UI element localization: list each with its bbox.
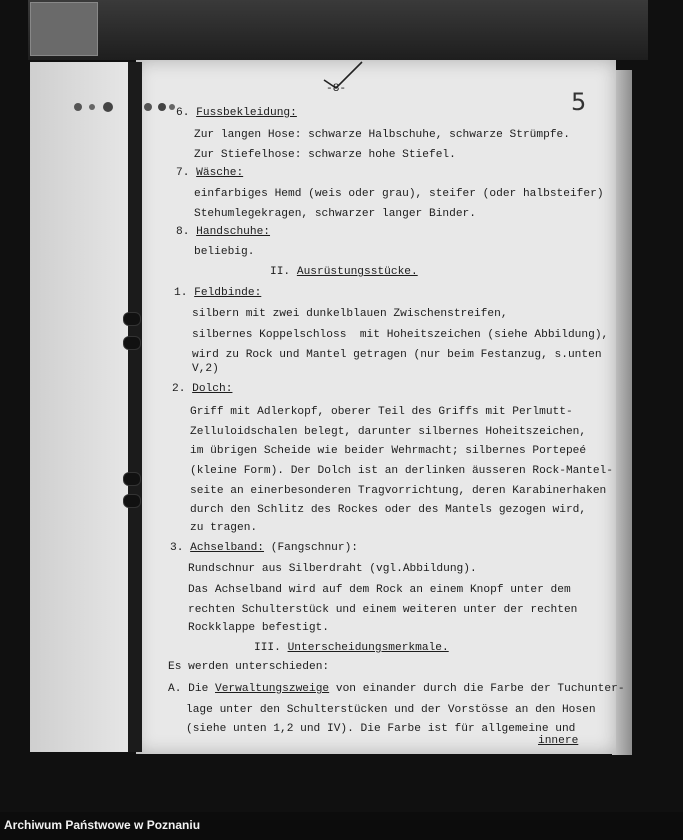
- text-segment: wird zu Rock und Mantel getragen (nur beim Festanzug, s.unten: [192, 349, 602, 361]
- underlined-heading: Handschuhe:: [196, 226, 271, 238]
- line-l8: [194, 245, 254, 259]
- page-header-mark: -8-: [326, 83, 347, 95]
- line-l27: [188, 621, 329, 635]
- line-l33: [538, 734, 578, 748]
- page-number: 5: [571, 88, 587, 116]
- text-segment: einfarbiges Hemd (weis oder grau), steifer (oder halbsteifer): [194, 188, 604, 200]
- text-segment: A. Die: [168, 683, 215, 695]
- text-segment: Das Achselband wird auf dem Rock an einem Knopf unter dem: [188, 584, 571, 596]
- underlined-heading: Unterscheidungsmerkmale.: [287, 642, 449, 654]
- text-segment: Rundschnur aus Silberdraht (vgl.Abbildung).: [188, 563, 477, 575]
- line-l31: [186, 703, 596, 717]
- text-segment: zu tragen.: [190, 522, 258, 534]
- binder-ring: [123, 472, 141, 486]
- text-segment: Zelluloidschalen belegt, darunter silbernes Hoheitszeichen,: [190, 426, 587, 438]
- underlined-heading: Fussbekleidung:: [196, 107, 297, 119]
- line-l16: [190, 405, 573, 419]
- text-segment: III.: [254, 642, 288, 654]
- underlined-heading: Wäsche:: [196, 167, 244, 179]
- text-segment: 6.: [176, 107, 197, 119]
- line-l2: [194, 128, 570, 142]
- archive-credit: Archiwum Państwowe w Poznaniu: [4, 818, 201, 832]
- text-segment: von einander durch die Farbe der Tuchunter-: [329, 683, 625, 695]
- binding-spine: [128, 62, 142, 752]
- text-segment: Rockklappe befestigt.: [188, 622, 329, 634]
- line-l13: [192, 348, 602, 362]
- line-l24: [188, 562, 477, 576]
- text-segment: 7.: [176, 167, 197, 179]
- line-l9: [270, 265, 418, 279]
- line-l29: [168, 660, 329, 674]
- underlined-heading: Verwaltungszweige: [215, 683, 330, 695]
- underlined-heading: Achselband:: [190, 542, 265, 554]
- line-l11: [192, 307, 508, 321]
- line-l6: [194, 207, 476, 221]
- binder-ring: [123, 494, 141, 508]
- line-l32: [186, 722, 575, 736]
- text-segment: II.: [270, 266, 297, 278]
- underlined-heading: innere: [538, 735, 579, 747]
- text-segment: durch den Schlitz des Rockes oder des Mantels gezogen wird,: [190, 504, 587, 516]
- text-segment: Zur langen Hose: schwarze Halbschuhe, schwarze Strümpfe.: [194, 129, 570, 141]
- text-segment: silbernes Koppelschloss mit Hoheitszeichen (siehe Abbildung),: [192, 329, 609, 341]
- text-segment: 1.: [174, 287, 195, 299]
- line-l3: [194, 148, 456, 162]
- text-segment: rechten Schulterstück und einem weiteren unter der rechten: [188, 604, 578, 616]
- punch-holes: [70, 100, 180, 114]
- line-l21: [190, 503, 586, 517]
- text-segment: beliebig.: [194, 246, 255, 258]
- line-l25: [188, 583, 571, 597]
- text-segment: (kleine Form). Der Dolch ist an derlinken äusseren Rock-Mantel-: [190, 465, 613, 477]
- text-segment: seite an einerbesonderen Tragvorrichtung, deren Karabinerhaken: [190, 485, 607, 497]
- line-l18: [190, 444, 586, 458]
- line-l4: [176, 166, 243, 180]
- binder-ring: [123, 336, 141, 350]
- text-segment: 2.: [172, 383, 193, 395]
- text-segment: 3.: [170, 542, 191, 554]
- text-segment: lage unter den Schulterstücken und der Vorstösse an den Hosen: [186, 704, 596, 716]
- line-l17: [190, 425, 586, 439]
- underlined-heading: Feldbinde:: [194, 287, 262, 299]
- left-page: [30, 62, 130, 752]
- text-segment: Stehumlegekragen, schwarzer langer Binder.: [194, 208, 476, 220]
- line-l22: [190, 521, 257, 535]
- line-l12: [192, 328, 608, 342]
- line-l10: [174, 286, 261, 300]
- text-segment: Zur Stiefelhose: schwarze hohe Stiefel.: [194, 149, 456, 161]
- line-l19: [190, 464, 613, 478]
- top-card: [30, 2, 98, 56]
- line-l5: [194, 187, 604, 201]
- text-segment: (siehe unten 1,2 und IV). Die Farbe ist für allgemeine und: [186, 723, 576, 735]
- binder-ring: [123, 312, 141, 326]
- line-l15: [172, 382, 232, 396]
- line-l20: [190, 484, 606, 498]
- text-segment: (Fangschnur):: [264, 542, 359, 554]
- line-l28: [254, 641, 449, 655]
- line-l23: [170, 541, 358, 555]
- line-l1: [176, 106, 297, 120]
- line-l26: [188, 603, 577, 617]
- text-segment: Griff mit Adlerkopf, oberer Teil des Griffs mit Perlmutt-: [190, 406, 573, 418]
- line-l14: [192, 362, 219, 376]
- text-segment: 8.: [176, 226, 197, 238]
- text-segment: im übrigen Scheide wie beider Wehrmacht; silbernes Portepeé: [190, 445, 587, 457]
- line-l30: [168, 682, 625, 696]
- top-strip: [28, 0, 648, 60]
- text-segment: Es werden unterschieden:: [168, 661, 330, 673]
- underlined-heading: Ausrüstungsstücke.: [296, 266, 418, 278]
- line-l7: [176, 225, 270, 239]
- text-segment: V,2): [192, 363, 219, 375]
- text-segment: silbern mit zwei dunkelblauen Zwischenstreifen,: [192, 308, 508, 320]
- underlined-heading: Dolch:: [192, 383, 233, 395]
